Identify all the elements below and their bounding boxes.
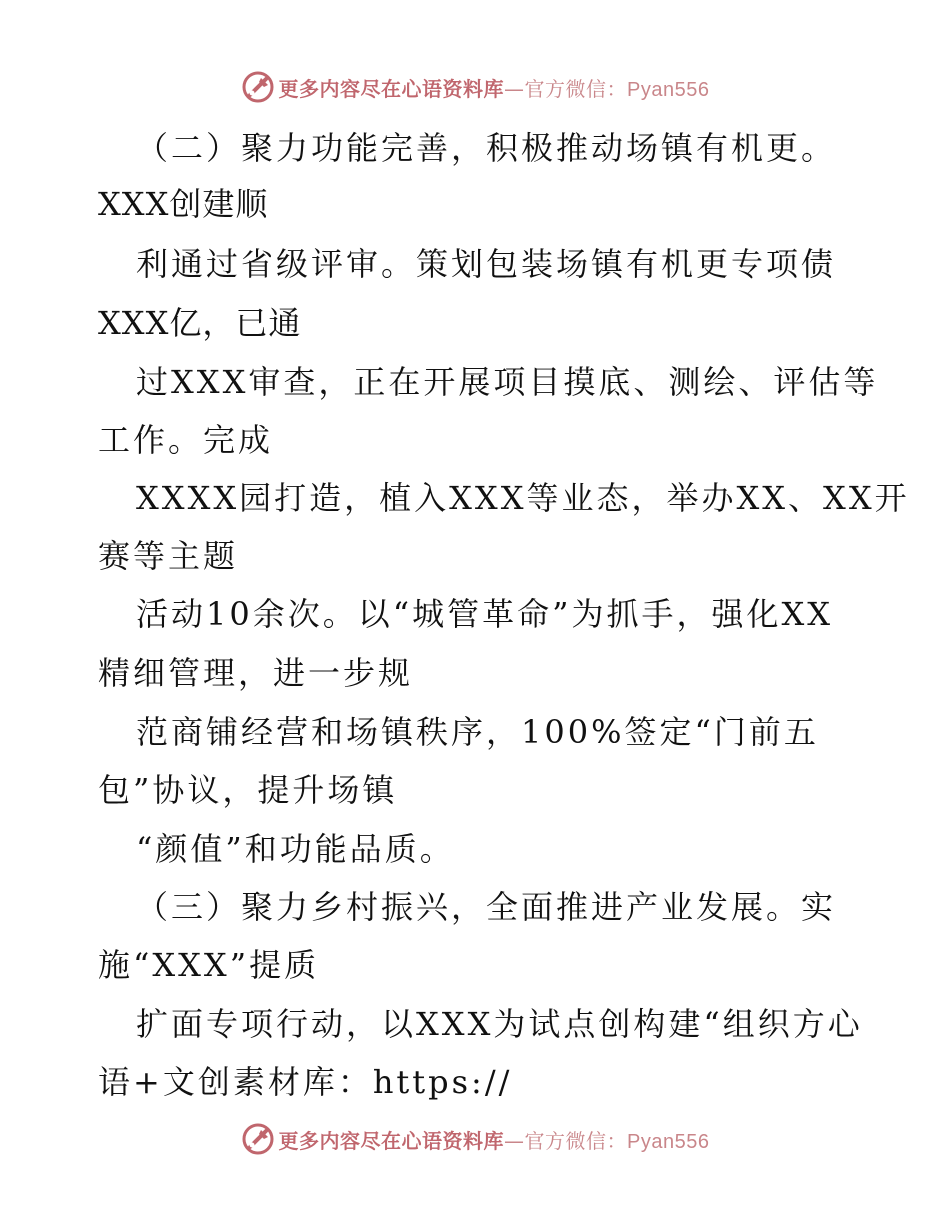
text-line: 活动10余次。以“城管革命”为抓手，强化XX <box>136 595 834 633</box>
text-line: 精细管理，进一步规 <box>98 654 414 692</box>
text-line: 扩面专项行动，以XXX为试点创构建“组织方心 <box>136 1005 863 1043</box>
watermark-separator: — <box>504 1128 525 1153</box>
text-line: （三）聚力乡村振兴，全面推进产业发展。实 <box>136 888 837 926</box>
text-line: 过XXX审查，正在开展项目摸底、测绘、评估等 <box>136 363 879 401</box>
pen-logo-icon <box>241 1122 275 1156</box>
text-line: （二）聚力功能完善，积极推动场镇有机更。 <box>136 129 837 167</box>
watermark-official: 官方微信： <box>524 76 628 101</box>
text-line: XXX创建顺 <box>98 185 269 223</box>
text-line: 包”协议，提升场镇 <box>98 771 398 809</box>
text-line: 赛等主题 <box>98 537 239 575</box>
watermark-brand: 更多内容尽在心语资料库 <box>278 76 505 101</box>
watermark-id: Pyan556 <box>627 1130 710 1153</box>
text-line: “颜值”和功能品质。 <box>136 830 455 868</box>
watermark-id: Pyan556 <box>627 78 710 101</box>
watermark-official: 官方微信： <box>524 1128 628 1153</box>
watermark-text <box>279 1125 710 1154</box>
text-line: XXX亿，已通 <box>98 304 302 342</box>
text-line: XXXX园打造，植入XXX等业态，举办XX、XX开 <box>136 479 910 517</box>
watermark-text <box>279 73 710 102</box>
header-watermark <box>0 70 950 104</box>
pen-logo-icon <box>241 70 275 104</box>
text-line: 施“XXX”提质 <box>98 946 320 984</box>
text-line: 工作。完成 <box>98 421 274 459</box>
text-line: 语+文创素材库：https:// <box>98 1063 513 1101</box>
text-line: 利通过省级评审。策划包装场镇有机更专项债 <box>136 245 837 283</box>
footer-watermark <box>0 1122 950 1156</box>
text-line: 范商铺经营和场镇秩序，100%签定“门前五 <box>136 713 819 751</box>
watermark-separator: — <box>504 76 525 101</box>
watermark-brand: 更多内容尽在心语资料库 <box>278 1128 505 1153</box>
